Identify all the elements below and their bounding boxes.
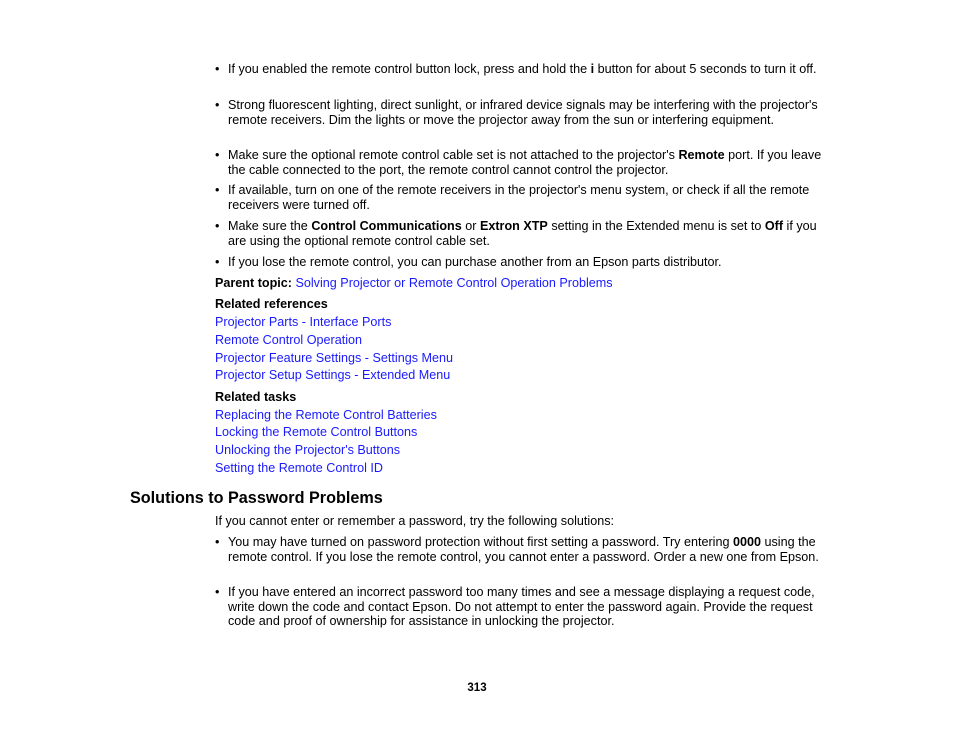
- section-heading: Solutions to Password Problems: [130, 489, 383, 507]
- text-run: If you have entered an incorrect password too many times and see a message displaying a request code, write down the code and contact Epson. Do not attempt to enter the password again. Provide the request code and proof of ownership for assistance in unlocking the projector.: [228, 585, 815, 629]
- text-run: setting in the Extended menu is set to: [547, 219, 765, 233]
- text-run: If you lose the remote control, you can purchase another from an Epson parts distributor.: [228, 255, 722, 269]
- related-references-heading: Related references: [215, 297, 328, 311]
- bullet-dot: •: [215, 585, 220, 599]
- bullet-dot: •: [215, 148, 220, 162]
- text-run: If you enabled the remote control button lock, press and hold the: [228, 62, 591, 76]
- section-intro: If you cannot enter or remember a password, try the following solutions:: [215, 514, 614, 528]
- bullet-dot: •: [215, 255, 220, 269]
- list-item-text: [228, 585, 823, 629]
- list-item-text: [228, 535, 823, 564]
- related-tasks-heading: Related tasks: [215, 390, 297, 404]
- text-run: button for about 5 seconds to turn it off.: [594, 62, 817, 76]
- bullet-dot: •: [215, 98, 220, 112]
- related-reference-link[interactable]: Projector Setup Settings - Extended Menu: [215, 368, 451, 382]
- list-item-text: [228, 62, 823, 77]
- bold-term: 0000: [732, 535, 761, 549]
- related-task-link[interactable]: Locking the Remote Control Buttons: [215, 425, 418, 439]
- bold-term: Control Communications: [311, 219, 462, 233]
- text-run: port. If you leave the cable connected to the port, the remote control cannot control the projector.: [228, 148, 822, 177]
- bold-term: Extron XTP: [479, 219, 548, 233]
- bold-term: i: [590, 62, 595, 76]
- list-item-text: [228, 183, 823, 212]
- list-item-text: [228, 255, 823, 270]
- related-reference-link[interactable]: Projector Feature Settings - Settings Menu: [215, 351, 453, 365]
- bold-term: Off: [764, 219, 784, 233]
- related-task-link[interactable]: Replacing the Remote Control Batteries: [215, 408, 437, 422]
- page-number: 313: [467, 682, 487, 694]
- parent-topic-link[interactable]: Solving Projector or Remote Control Operation Problems: [295, 276, 613, 290]
- text-run: You may have turned on password protection without first setting a password. Try entering: [228, 535, 733, 549]
- text-run: Make sure the optional remote control cable set is not attached to the projector's: [228, 148, 679, 162]
- text-run: Make sure the: [228, 219, 312, 233]
- text-run: or: [461, 219, 480, 233]
- related-task-link[interactable]: Setting the Remote Control ID: [215, 461, 383, 475]
- parent-topic: [215, 276, 823, 291]
- bullet-dot: •: [215, 219, 220, 233]
- text-run: if you are using the optional remote control cable set.: [228, 219, 817, 248]
- bullet-dot: •: [215, 183, 220, 197]
- related-reference-link[interactable]: Remote Control Operation: [215, 333, 362, 347]
- parent-topic-label: Parent topic:: [215, 276, 292, 290]
- list-item-text: [228, 148, 823, 177]
- bold-term: Remote: [678, 148, 725, 162]
- list-item-text: [228, 219, 823, 248]
- related-reference-link[interactable]: Projector Parts - Interface Ports: [215, 315, 392, 329]
- text-run: Strong fluorescent lighting, direct sunlight, or infrared device signals may be interfering with the projector's remote receivers. Dim the lights or move the projector away from the sun or interfering equipment.: [228, 98, 818, 127]
- bullet-dot: •: [215, 535, 220, 549]
- list-item-text: [228, 98, 823, 127]
- related-task-link[interactable]: Unlocking the Projector's Buttons: [215, 443, 401, 457]
- text-run: using the remote control. If you lose the remote control, you cannot enter a password. Order a new one from Epson.: [228, 535, 819, 564]
- text-run: If available, turn on one of the remote receivers in the projector's menu system, or check if all the remote receivers were turned off.: [228, 183, 810, 212]
- bullet-dot: •: [215, 62, 220, 76]
